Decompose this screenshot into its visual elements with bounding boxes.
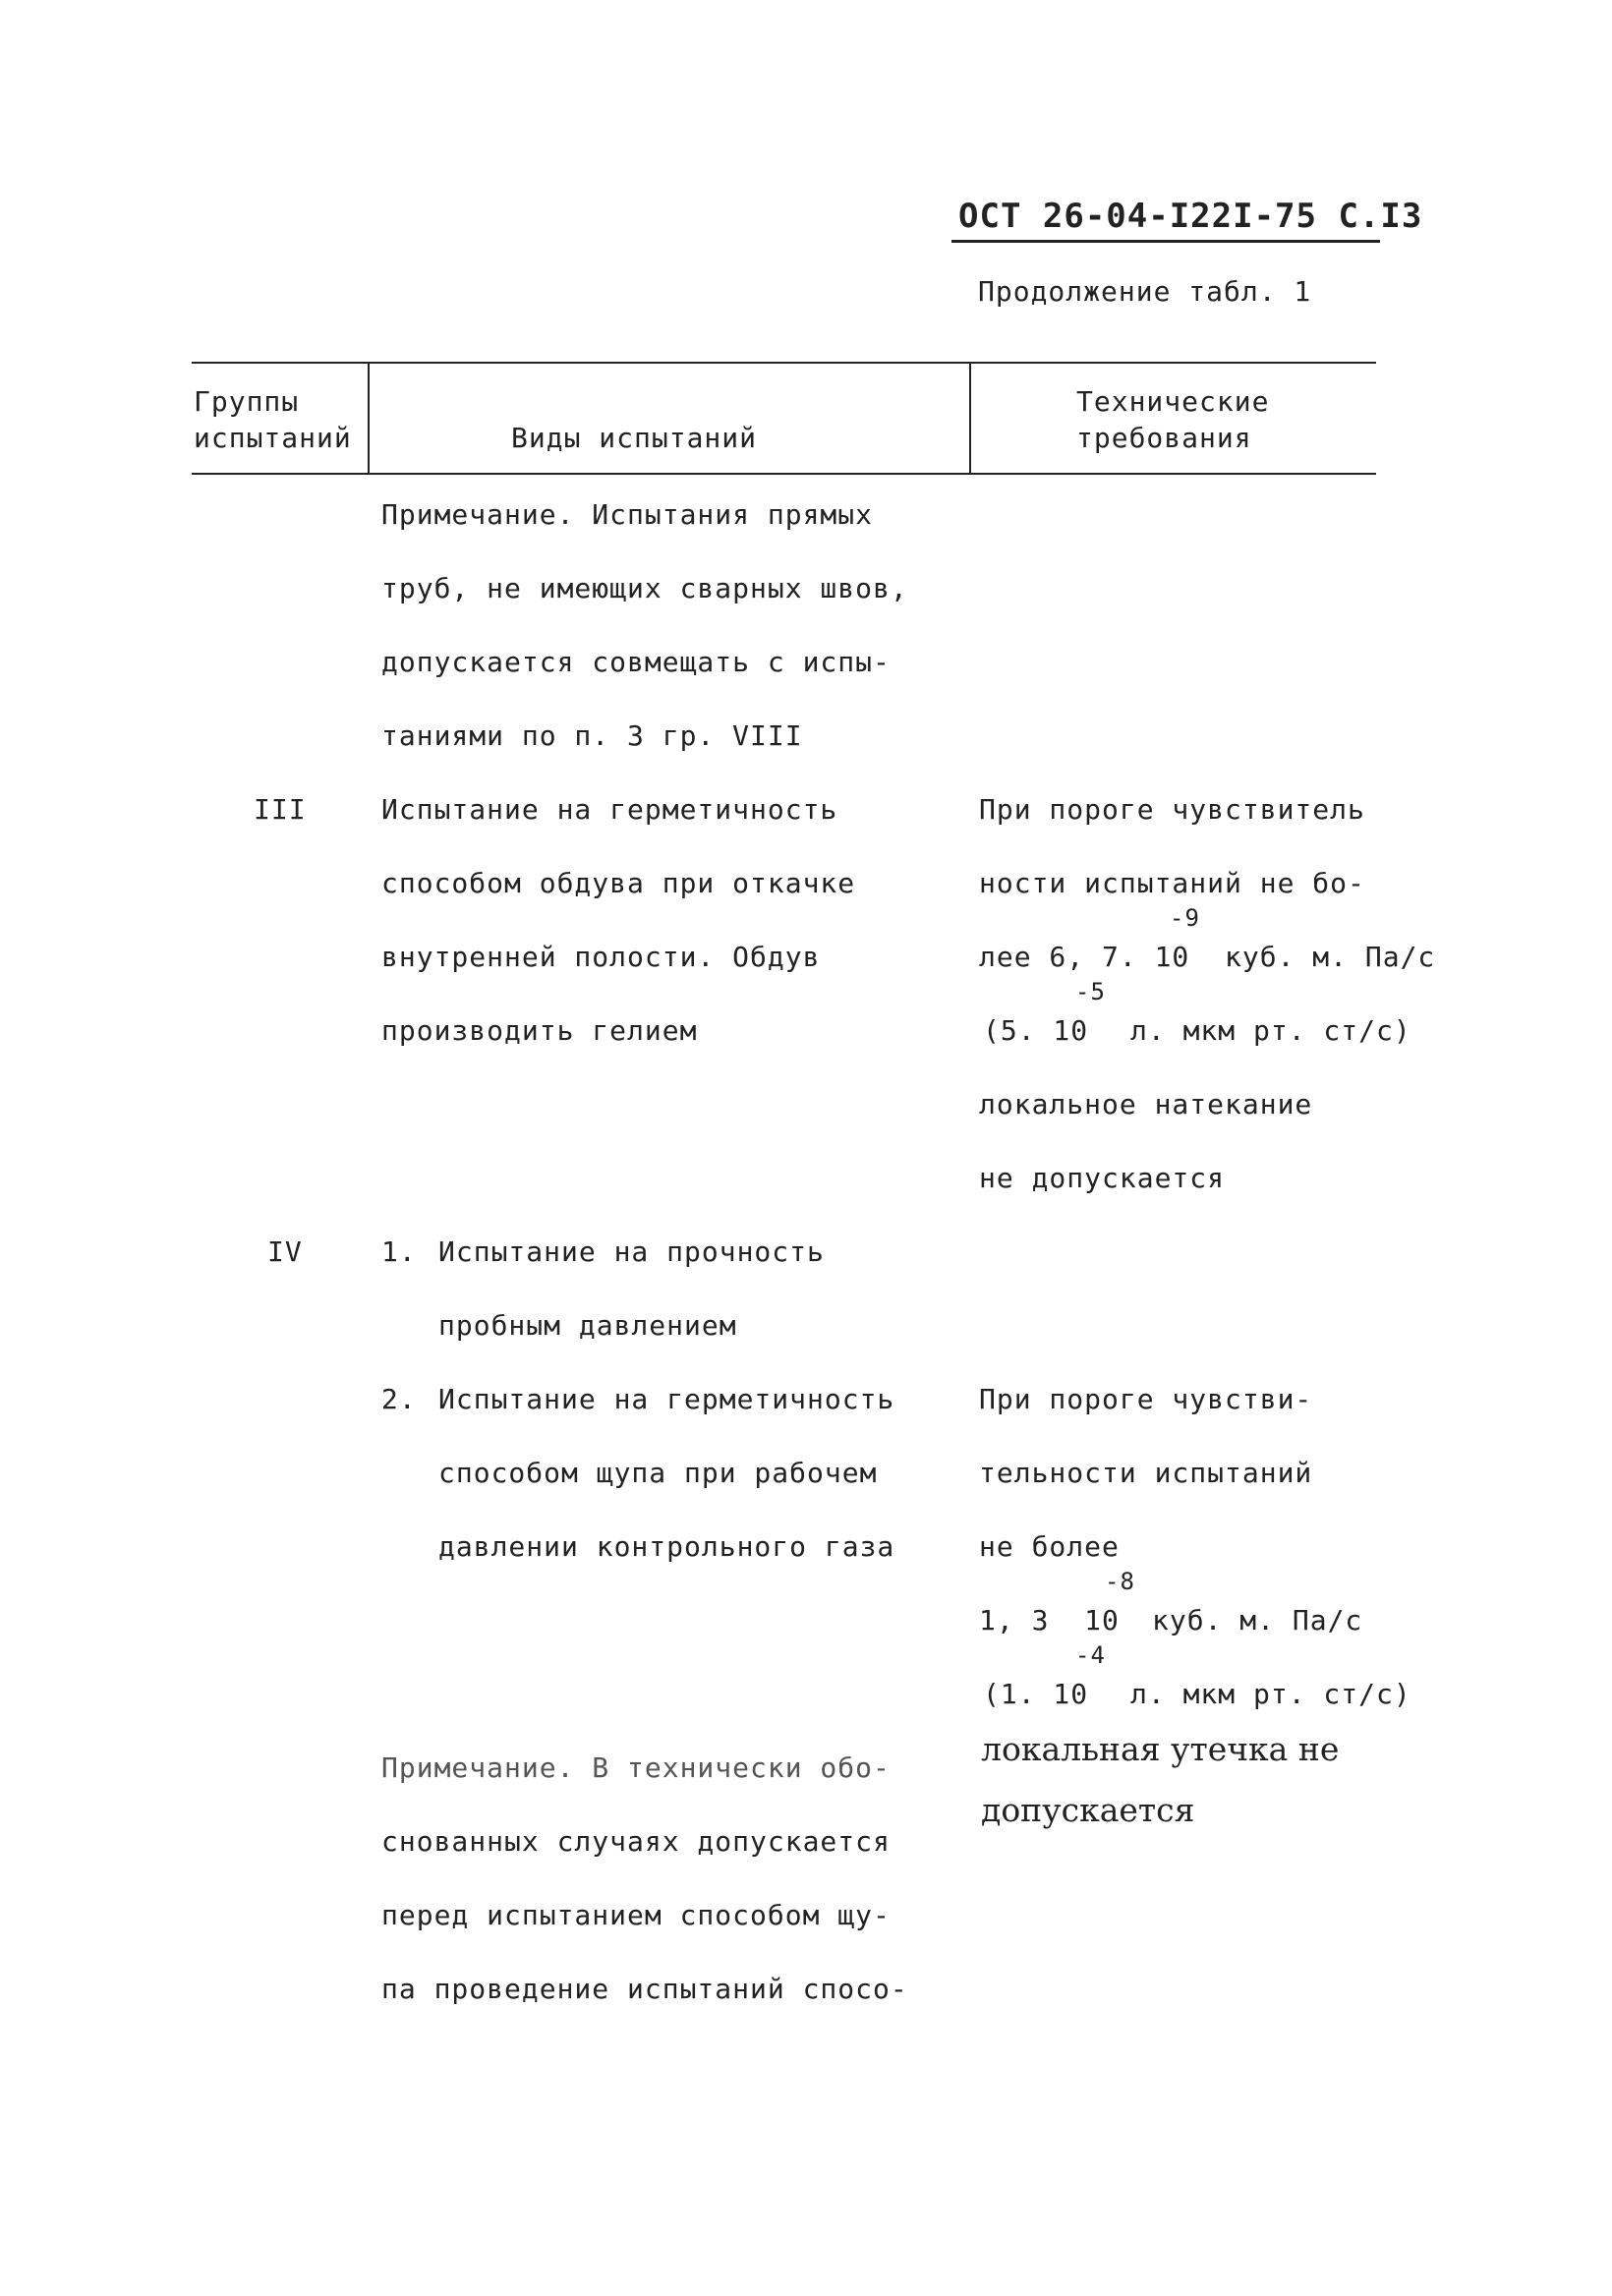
group-4-item-2-line: способом щупа при рабочем <box>438 1457 878 1489</box>
note2-line: перед испытанием способом щу- <box>381 1899 891 1931</box>
group-4-req-line: (1. 10 <box>983 1678 1089 1710</box>
group-4-req-line: допускается <box>981 1791 1195 1829</box>
group-4-item-1-number: 1. <box>381 1235 417 1268</box>
group-3-req-unit: куб. м. Па/с <box>1225 941 1436 973</box>
group-4-req-line: не более <box>979 1530 1120 1563</box>
column-divider-1 <box>368 364 370 475</box>
col-groups-heading-2: испытаний <box>194 422 352 454</box>
group-3-req-line: не допускается <box>979 1162 1226 1194</box>
group-3-label: III <box>254 793 307 826</box>
group-4-label: IV <box>267 1235 303 1268</box>
table-continuation-label: Продолжение табл. 1 <box>978 275 1312 308</box>
note2-line: снованных случаях допускается <box>381 1825 891 1858</box>
group-4-item-1-line: Испытание на прочность <box>438 1235 825 1268</box>
table-header-bottom-rule-left <box>192 473 369 475</box>
group-3-req-line: (5. 10 <box>983 1014 1089 1047</box>
group-3-test-line: производить гелием <box>381 1014 698 1047</box>
note1-line: таниями по п. 3 гр. VIII <box>381 719 803 752</box>
note1-line: труб, не имеющих сварных швов, <box>381 572 908 604</box>
group-3-exponent: -9 <box>1170 904 1200 932</box>
column-divider-2 <box>969 364 971 475</box>
note2-line: па проведение испытаний спосо- <box>381 1973 908 2005</box>
table-header-bottom-rule <box>369 473 1376 475</box>
group-3-req-line: При пороге чувствитель <box>979 793 1365 826</box>
note2-line: Примечание. В технически обо- <box>381 1751 891 1784</box>
group-4-exponent: -4 <box>1075 1641 1106 1669</box>
document-code: ОСТ 26-04-I22I-75 С.I3 <box>958 197 1423 236</box>
col-requirements-heading-2: требования <box>1076 422 1252 454</box>
group-4-req-line: 1, 3 10 <box>979 1604 1120 1636</box>
group-4-item-2-line: давлении контрольного газа <box>438 1530 895 1563</box>
col-requirements-heading-1: Технические <box>1076 385 1270 418</box>
group-4-req-unit: л. мкм рт. ст/с) <box>1130 1678 1411 1710</box>
group-3-exponent: -5 <box>1075 978 1106 1005</box>
group-4-item-1-line: пробным давлением <box>438 1309 737 1342</box>
note1-line: допускается совмещать с испы- <box>381 646 891 678</box>
group-3-test-line: внутренней полости. Обдув <box>381 941 821 973</box>
group-4-item-2-number: 2. <box>381 1383 417 1415</box>
group-3-test-line: способом обдува при откачке <box>381 867 856 899</box>
group-3-req-line: локальное натекание <box>979 1088 1313 1120</box>
document-code-underline <box>951 240 1380 243</box>
group-4-exponent: -8 <box>1105 1568 1135 1595</box>
group-3-req-line: ности испытаний не бо- <box>979 867 1365 899</box>
group-3-req-line: лее 6, 7. 10 <box>979 941 1190 973</box>
note1-line: Примечание. Испытания прямых <box>381 498 874 531</box>
group-4-req-line: При пороге чувстви- <box>979 1383 1313 1415</box>
group-4-item-2-line: Испытание на герметичность <box>438 1383 895 1415</box>
col-types-heading: Виды испытаний <box>511 422 758 454</box>
group-4-req-line: тельности испытаний <box>979 1457 1313 1489</box>
group-4-req-line: локальная утечка не <box>981 1730 1340 1768</box>
group-4-req-unit: куб. м. Па/с <box>1152 1604 1363 1636</box>
col-groups-heading-1: Группы <box>194 385 300 418</box>
group-3-test-line: Испытание на герметичность <box>381 793 838 826</box>
group-3-req-unit: л. мкм рт. ст/с) <box>1130 1014 1411 1047</box>
